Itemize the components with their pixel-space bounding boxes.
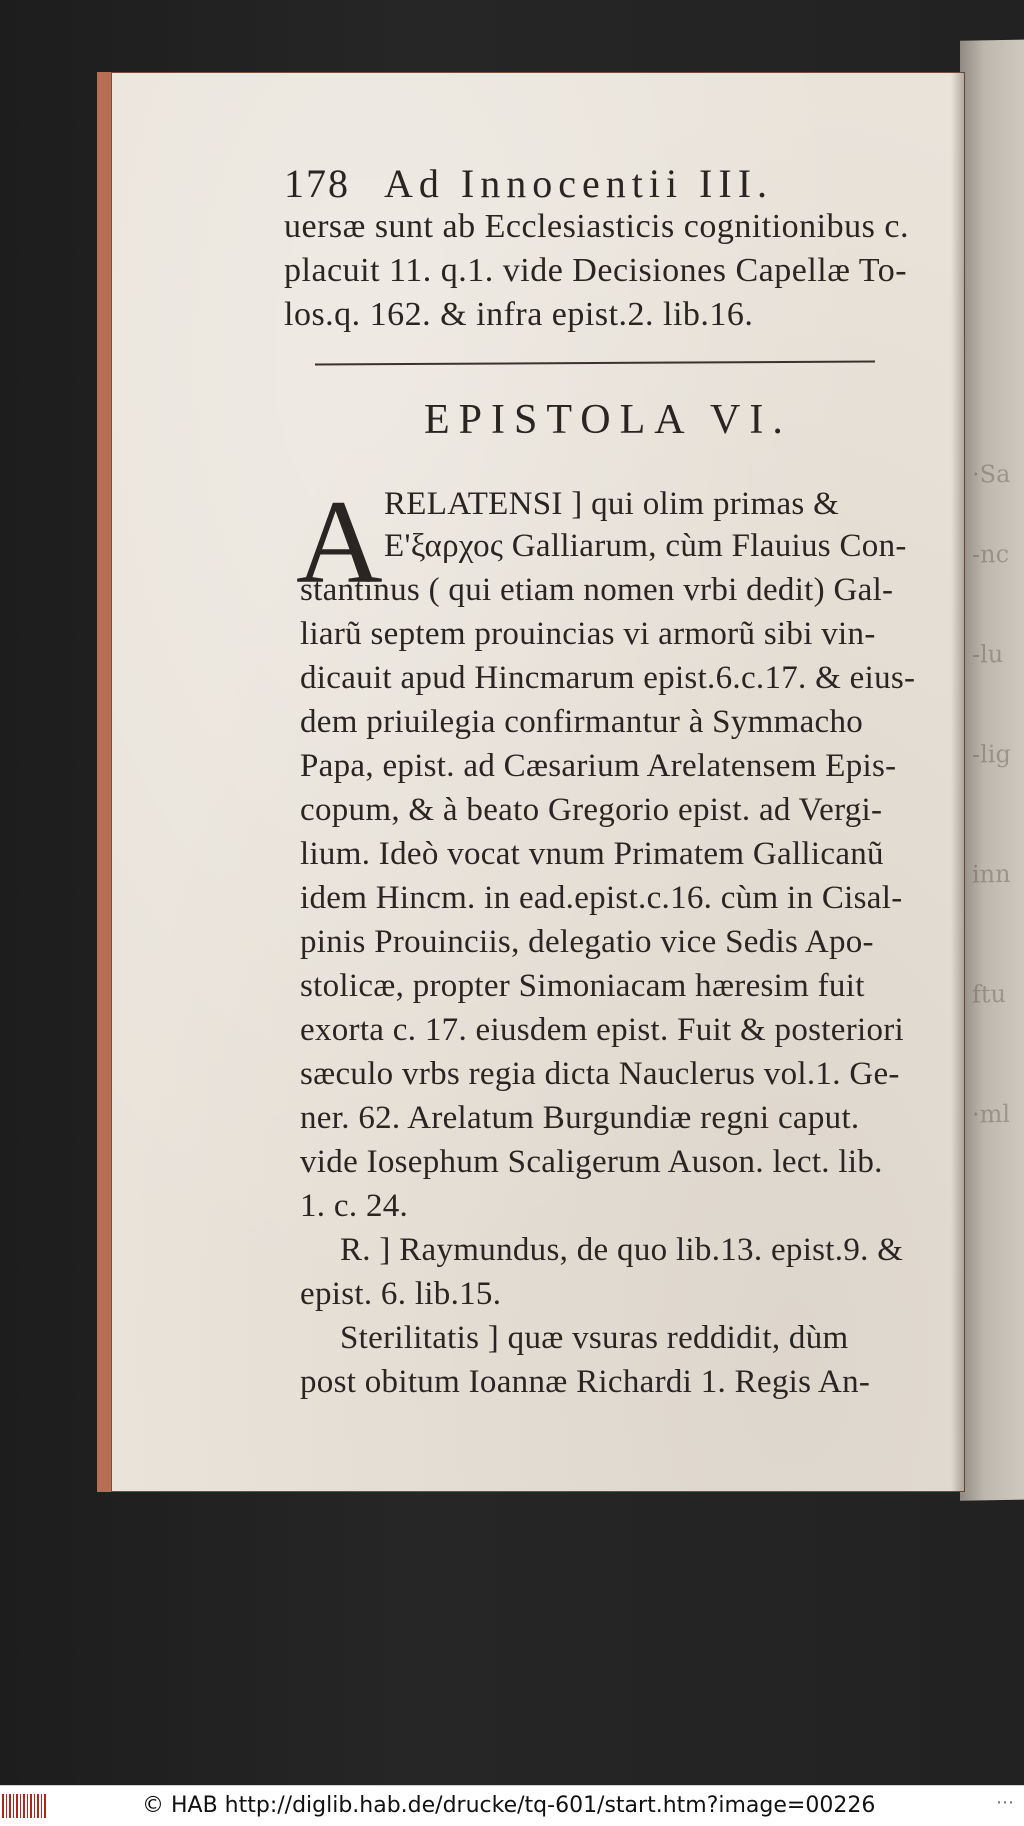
running-head [284,160,773,207]
bleed-through-text: -lu [972,639,1004,669]
body-line: liarũ septem prouincias vi armorũ sibi vin- [300,616,876,652]
epistola-title: EPISTOLA VI. [424,397,792,443]
note-line: placuit 11. q.1. vide Decisiones Capellæ To- [284,252,908,289]
body-line: Papa, epist. ad Cæsarium Arelatensem Epis- [300,748,897,784]
body-line: copum, & à beato Gregorio epist. ad Vergi- [300,792,883,828]
body-line: Sterilitatis ] quæ vsuras reddidit, dùm [340,1320,849,1356]
body-line: ner. 62. Arelatum Burgundiæ regni caput. [300,1100,860,1136]
barcode-icon [2,1794,46,1818]
body-line: lium. Ideò vocat vnum Primatem Gallicanũ [300,836,884,872]
body-line: dem priuilegia confirmantur à Symmacho [300,704,864,740]
body-line: RELATENSI ] qui olim primas & [384,486,840,522]
page-number: 178 [284,161,350,206]
bleed-through-text: inn [972,859,1011,889]
body-line: pinis Prouinciis, delegatio vice Sedis Apo- [300,924,874,960]
note-line: los.q. 162. & infra epist.2. lib.16. [284,296,754,333]
copyright-url[interactable]: © HAB http://diglib.hab.de/drucke/tq-601/start.htm?image=00226 [142,1793,876,1818]
body-line: exorta c. 17. eiusdem epist. Fuit & posteriori [300,1012,905,1048]
body-line: vide Iosephum Scaligerum Auson. lect. lib. [300,1144,883,1180]
body-line: stantinus ( qui etiam nomen vrbi dedit) Gal- [300,572,894,608]
body-line: epist. 6. lib.15. [300,1276,502,1312]
next-page-edge [960,39,1024,1500]
drop-cap: A [296,475,383,608]
bleed-through-text: -nc [972,539,1010,569]
bleed-through-text: ·ml [972,1099,1011,1129]
body-line: Ε'ξαρχος Galliarum, cùm Flauius Con- [384,528,907,564]
body-line: R. ] Raymundus, de quo lib.13. epist.9. & [340,1232,904,1268]
body-line: 1. c. 24. [300,1188,409,1224]
bleed-through-text: ftu [972,979,1006,1009]
body-line: stolicæ, propter Simoniacam hæresim fuit [300,968,865,1004]
body-line: post obitum Ioannæ Richardi 1. Regis An- [300,1364,871,1400]
running-head-title: Ad Innocentii III. [384,161,774,206]
more-icon[interactable]: ⋯ [996,1792,1014,1813]
bleed-through-text: -lig [972,739,1011,769]
note-line: uersæ sunt ab Ecclesiasticis cognitionibus c. [284,208,909,245]
body-line: dicauit apud Hincmarum epist.6.c.17. & eius- [300,660,916,696]
bleed-through-text: ·Sa [972,459,1011,489]
body-line: sæculo vrbs regia dicta Nauclerus vol.1. Ge- [300,1056,900,1092]
footer-bar [0,1785,1024,1826]
body-line: idem Hincm. in ead.epist.c.16. cùm in Cisal- [300,880,903,916]
